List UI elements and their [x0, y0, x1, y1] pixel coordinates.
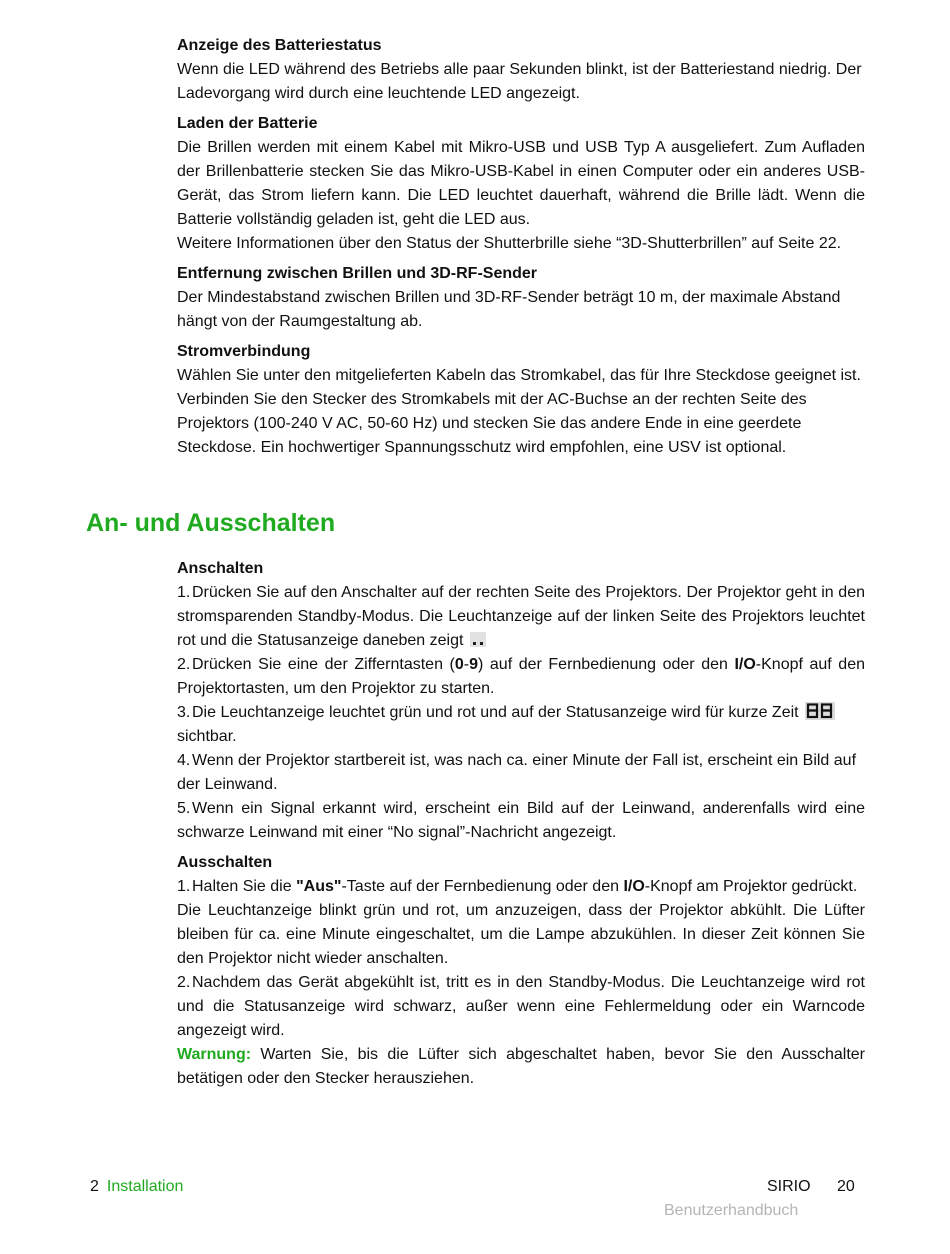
step-number: 1.: [177, 584, 191, 601]
step-text: -: [463, 656, 470, 673]
step-number: 5.: [177, 800, 191, 817]
key-0: 0: [454, 656, 464, 673]
section-heading: Anschalten: [177, 560, 264, 577]
step-text: Drücken Sie eine der Zifferntasten (: [192, 656, 455, 673]
section-heading: Entfernung zwischen Brillen und 3D-RF-Sender: [177, 265, 538, 282]
step-number: 4.: [177, 752, 191, 769]
top-sections: [177, 34, 865, 466]
step-text: Die Leuchtanzeige leuchtet grün und rot und auf der Statusanzeige wird für kurze Zeit: [192, 704, 799, 721]
key-9: 9: [469, 656, 479, 673]
distance-section: [177, 262, 865, 334]
step-5: [177, 797, 865, 845]
section-heading: Laden der Batterie: [177, 115, 318, 132]
step-text: Wenn ein Signal erkannt wird, erscheint ein Bild auf der Leinwand, anderenfalls wird eine schwarze Leinwand mit einer “No signal”-Nachricht angezeigt.: [177, 800, 865, 841]
step-text: sichtbar.: [177, 728, 237, 745]
battery-status-section: [177, 34, 865, 106]
paragraph: Wenn die LED während des Betriebs alle paar Sekunden blinkt, ist der Batteriestand niedrig. Der Ladevorgang wird durch eine leuchtende LED angezeigt.: [177, 61, 862, 102]
step-text: Nachdem das Gerät abgekühlt ist, tritt es in den Standby-Modus. Die Leuchtanzeige wird rot und die Statusanzeige wird schwarz, außer wenn eine Fehlermeldung oder ein Warncode angezeigt wird.: [177, 974, 865, 1039]
step-number: 3.: [177, 704, 191, 721]
chapter-number: 2: [90, 1178, 99, 1195]
step-text: -Knopf auf den Projektortasten, um den Projektor zu starten.: [177, 656, 866, 697]
paragraph: Wählen Sie unter den mitgelieferten Kabeln das Stromkabel, das für Ihre Steckdose geeignet ist. Verbinden Sie den Stecker des Stromkabels mit der AC-Buchse an der rechten Seite des Projektors (100-240 V AC, 50-60 Hz) und stecken Sie das andere Ende in eine geerdete Steckdose. Ein hochwertiger Spannungsschutz wird empfohlen, eine USV ist optional.: [177, 367, 861, 456]
step-text: -Knopf am Projektor gedrückt.: [644, 878, 858, 895]
warning-text: Warten Sie, bis die Lüfter sich abgeschaltet haben, bevor Sie den Ausschalter betätigen oder den Stecker herausziehen.: [177, 1046, 865, 1087]
main-heading: An- und Ausschalten: [86, 509, 336, 537]
switch-off-section: [177, 851, 865, 1091]
on-off-sections: [177, 557, 865, 1097]
manual-title: Benutzerhandbuch: [664, 1202, 799, 1219]
chapter-label: [90, 1175, 183, 1199]
paragraph: Die Brillen werden mit einem Kabel mit Mikro-USB und USB Typ A ausgeliefert. Zum Aufladen der Brillenbatterie stecken Sie das Mikro-USB-Kabel in einen Computer oder ein anderes USB-Gerät, das Strom liefern kann. Die LED leuchtet dauerhaft, während die Brille lädt. Wenn die Batterie vollständig geladen ist, geht die LED aus.: [177, 139, 865, 228]
io-key: I/O: [623, 878, 645, 895]
chapter-name: Installation: [106, 1178, 184, 1195]
paragraph: Weitere Informationen über den Status der Shutterbrille siehe “3D-Shutterbrillen” auf Seite 22.: [177, 235, 842, 252]
section-heading: Anzeige des Batteriestatus: [177, 37, 382, 54]
paragraph: Die Leuchtanzeige blinkt grün und rot, um anzuzeigen, dass der Projektor abkühlt. Die Lüfter bleiben für ca. eine Minute eingeschaltet, um die Lampe abzukühlen. In dieser Zeit können Sie den Projektor nicht wieder anschalten.: [177, 902, 865, 967]
step-4: [177, 749, 865, 797]
section-heading: Stromverbindung: [177, 343, 311, 360]
page-number: 20: [837, 1178, 855, 1195]
section-heading: Ausschalten: [177, 854, 273, 871]
off-key: "Aus": [296, 878, 342, 895]
step-2: [177, 653, 865, 701]
step-text: Drücken Sie auf den Anschalter auf der rechten Seite des Projektors. Der Projektor geht in den stromsparenden Standby-Modus. Die Leuchtanzeige auf der linken Seite des Projektors leuchtet rot und die Statusanzeige daneben zeigt: [177, 584, 865, 649]
paragraph: Der Mindestabstand zwischen Brillen und 3D-RF-Sender beträgt 10 m, der maximale Abstand hängt von der Raumgestaltung ab.: [177, 289, 841, 330]
page-footer: [0, 1175, 950, 1225]
seven-segment-88-display-icon: [805, 702, 835, 720]
warning-label: Warnung:: [177, 1046, 252, 1063]
step-text: Halten Sie die: [192, 878, 297, 895]
switch-on-section: [177, 557, 865, 845]
step-2: [177, 971, 865, 1043]
io-key: I/O: [734, 656, 756, 673]
power-connection-section: [177, 340, 865, 460]
step-text: Wenn der Projektor startbereit ist, was nach ca. einer Minute der Fall ist, erscheint ein Bild auf der Leinwand.: [177, 752, 857, 793]
step-number: 2.: [177, 656, 191, 673]
step-number: 1.: [177, 878, 191, 895]
warning: [177, 1043, 865, 1091]
step-3: [177, 701, 865, 749]
step-1: [177, 581, 865, 653]
charging-section: [177, 112, 865, 256]
step-text: -Taste auf der Fernbedienung oder den: [341, 878, 624, 895]
step-text: ) auf der Fernbedienung oder den: [478, 656, 735, 673]
step-number: 2.: [177, 974, 191, 991]
two-dots-status-display-icon: [470, 632, 486, 647]
step-1: [177, 875, 865, 899]
product-name: SIRIO: [767, 1178, 811, 1195]
